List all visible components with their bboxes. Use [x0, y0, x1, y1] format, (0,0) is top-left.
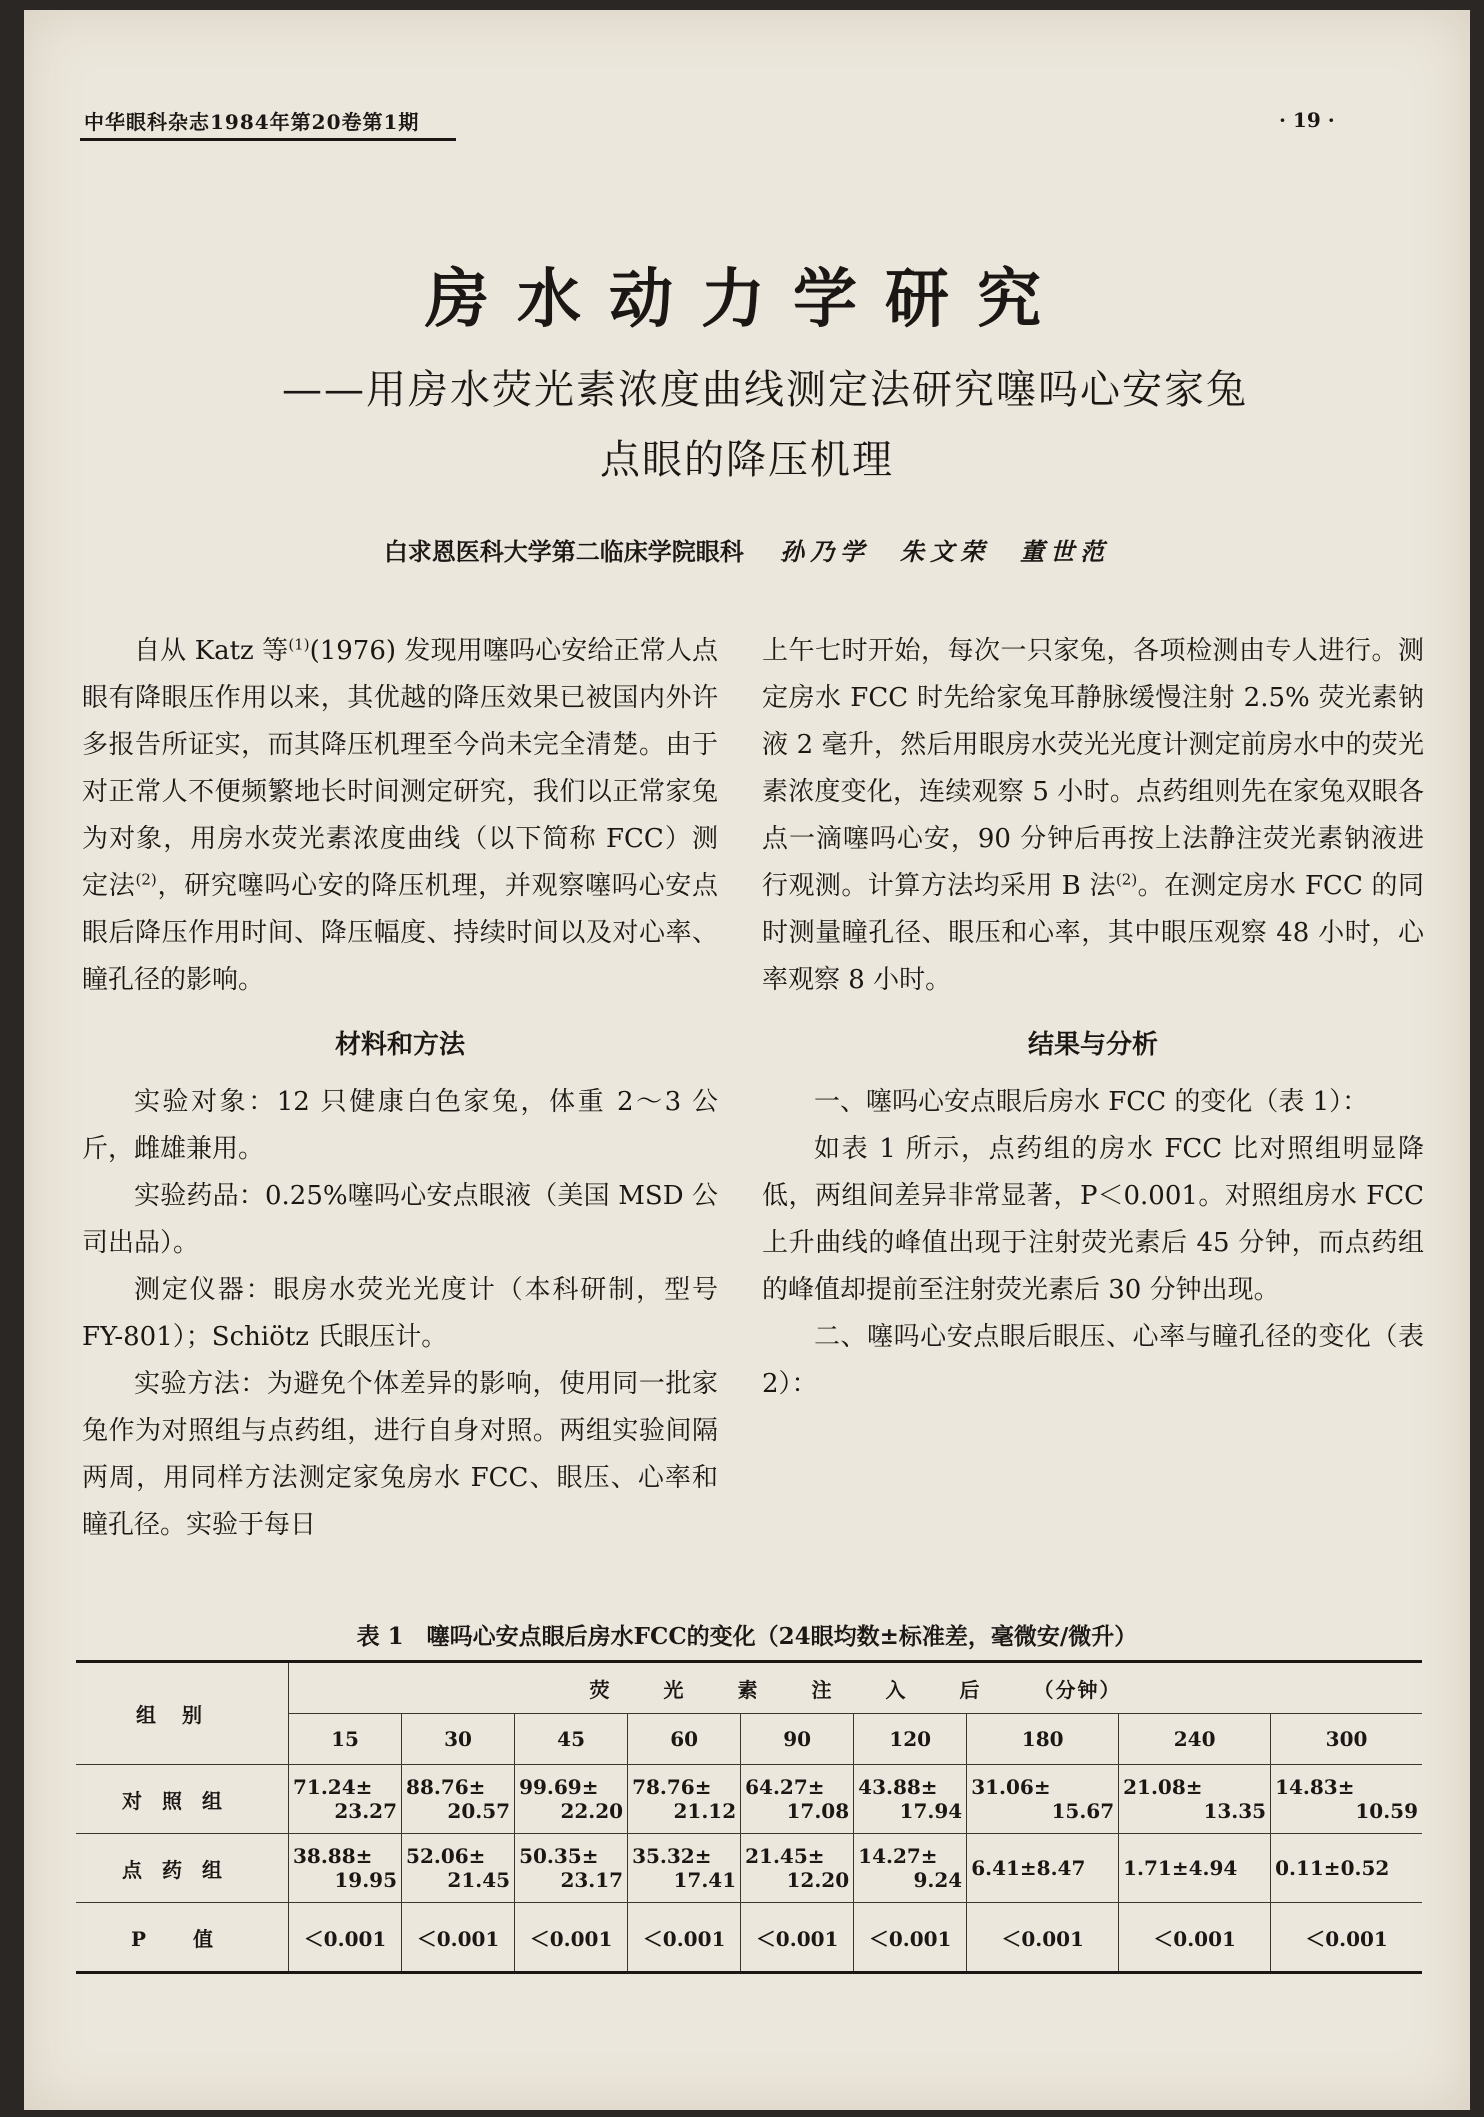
mean-value: 64.27± [745, 1775, 825, 1799]
mean-value: 71.24± [293, 1775, 373, 1799]
method-continued-paragraph [762, 628, 1424, 1004]
byline [24, 532, 1470, 567]
p-value-cell: ＜0.001 [289, 1903, 402, 1973]
result2-heading: 二、噻吗心安点眼后眼压、心率与瞳孔径的变化（表 2）： [762, 1322, 1424, 1399]
sd-value: 15.67 [1051, 1799, 1115, 1823]
sd-value: 20.57 [447, 1799, 511, 1823]
time-point-header: 15 [289, 1714, 402, 1765]
intro-paragraph [82, 628, 718, 1004]
sd-value: 12.20 [786, 1868, 850, 1892]
table1-body [76, 1765, 1422, 1973]
mean-value: 50.35± [519, 1844, 599, 1868]
data-cell [1271, 1834, 1422, 1903]
time-unit: （分钟） [1033, 1677, 1122, 1702]
data-cell [1271, 1765, 1422, 1834]
reference-1: (1) [288, 635, 310, 654]
data-cell [402, 1765, 515, 1834]
method-cont-text-a: 上午七时开始，每次一只家兔，各项检测由专人进行。测定房水 FCC 时先给家兔耳静脉缓慢注射 2.5% 荧光素钠液 2 毫升，然后用眼房水荧光光度计测定前房水中的荧光素浓度变化，连续观察 5 小时。点药组则先在家兔双眼各点一滴噻吗心安，90 分钟后再按上法静注荧光素钠液进行观测。计算方法均采用 B 法 [762, 636, 1424, 901]
row-label: 对照组 [76, 1765, 289, 1834]
subjects-paragraph: 实验对象：12 只健康白色家兔，体重 2～3 公斤，雌雄兼用。 [82, 1087, 718, 1164]
methods-heading: 材料和方法 [334, 1030, 465, 1060]
mean-value: 0.11±0.52 [1275, 1856, 1390, 1880]
group-column-header: 组别 [76, 1662, 289, 1765]
instrument-paragraph: 测定仪器：眼房水荧光光度计（本科研制，型号 FY-801）；Schiötz 氏眼压计。 [82, 1275, 718, 1352]
mean-value: 21.45± [745, 1844, 825, 1868]
data-cell [515, 1834, 628, 1903]
time-point-header: 120 [854, 1714, 967, 1765]
article-subtitle-line2: 点眼的降压机理 [600, 437, 894, 483]
results-heading: 结果与分析 [1027, 1030, 1158, 1060]
time-point-header: 45 [515, 1714, 628, 1765]
time-point-header: 60 [628, 1714, 741, 1765]
intro-text-b: (1976) 发现用噻吗心安给正常人点眼有降眼压作用以来，其优越的降压效果已被国内外许多报告所证实，而其降压机理至今尚未完全清楚。由于对正常人不便频繁地长时间测定研究，我们以正常家兔为对象，用房水荧光素浓度曲线（以下简称 FCC）测定法 [82, 636, 718, 901]
table1 [76, 1660, 1422, 1974]
journal-page [24, 10, 1470, 2110]
sd-value: 10.59 [1355, 1799, 1418, 1823]
mean-value: 43.88± [858, 1775, 938, 1799]
time-point-header: 300 [1271, 1714, 1422, 1765]
p-value-cell: ＜0.001 [1119, 1903, 1271, 1973]
mean-value: 99.69± [519, 1775, 599, 1799]
sd-value: 19.95 [334, 1868, 398, 1892]
article-subtitle-line1: ——用房水荧光素浓度曲线测定法研究噻吗心安家兔 [282, 367, 1248, 413]
time-point-header: 30 [402, 1714, 515, 1765]
mean-value: 38.88± [293, 1844, 373, 1868]
table-row [76, 1834, 1422, 1903]
sd-value: 21.12 [673, 1799, 737, 1823]
right-column [762, 628, 1424, 1408]
affiliation: 白求恩医科大学第二临床学院眼科 [383, 537, 744, 566]
sd-value: 17.41 [673, 1868, 737, 1892]
data-cell [854, 1765, 967, 1834]
mean-value: 88.76± [406, 1775, 486, 1799]
data-cell [289, 1765, 402, 1834]
result1-paragraph: 如表 1 所示，点药组的房水 FCC 比对照组明显降低，两组间差异非常显著，P＜0.001。对照组房水 FCC 上升曲线的峰值出现于注射荧光素后 45 分钟，而点药组的峰值却提前至注射荧光素后 30 分钟出现。 [762, 1134, 1424, 1305]
sd-value: 17.94 [899, 1799, 963, 1823]
sd-value: 23.27 [334, 1799, 398, 1823]
sd-value: 13.35 [1203, 1799, 1267, 1823]
mean-value: 78.76± [632, 1775, 712, 1799]
reference-2b: (2) [1115, 870, 1138, 889]
drug-paragraph: 实验药品：0.25%噻吗心安点眼液（美国 MSD 公司出品）。 [82, 1181, 718, 1258]
time-point-header: 180 [967, 1714, 1119, 1765]
header-rule [80, 138, 456, 141]
authors: 孙乃学 朱文荣 董世范 [780, 537, 1111, 566]
time-point-header: 240 [1119, 1714, 1271, 1765]
intro-text-c: ，研究噻吗心安的降压机理，并观察噻吗心安点眼后降压作用时间、降压幅度、持续时间以及对心率、瞳孔径的影响。 [82, 871, 718, 995]
mean-value: 14.83± [1275, 1775, 1355, 1799]
intro-text-a: 自从 Katz 等 [134, 636, 289, 666]
data-cell [628, 1765, 741, 1834]
p-value-label: P 值 [76, 1903, 289, 1973]
data-cell [741, 1834, 854, 1903]
time-header-text: 荧光素注入后 [589, 1677, 1034, 1702]
data-cell [1119, 1765, 1271, 1834]
p-value-cell: ＜0.001 [1271, 1903, 1422, 1973]
result1-heading: 一、噻吗心安点眼后房水 FCC 的变化（表 1）： [814, 1087, 1369, 1117]
sd-value: 17.08 [786, 1799, 850, 1823]
sd-value: 22.20 [560, 1799, 624, 1823]
p-value-cell: ＜0.001 [741, 1903, 854, 1973]
p-value-cell: ＜0.001 [854, 1903, 967, 1973]
left-column [82, 628, 718, 1549]
data-cell [854, 1834, 967, 1903]
article-title: 房水动力学研究 [425, 262, 1069, 337]
mean-value: 31.06± [971, 1775, 1051, 1799]
data-cell [967, 1834, 1119, 1903]
data-cell [515, 1765, 628, 1834]
data-cell [628, 1834, 741, 1903]
time-point-header: 90 [741, 1714, 854, 1765]
time-span-header [289, 1662, 1423, 1714]
mean-value: 1.71±4.94 [1123, 1856, 1238, 1880]
mean-value: 21.08± [1123, 1775, 1203, 1799]
mean-value: 6.41±8.47 [971, 1856, 1086, 1880]
p-value-cell: ＜0.001 [628, 1903, 741, 1973]
mean-value: 35.32± [632, 1844, 712, 1868]
data-cell [289, 1834, 402, 1903]
data-cell [1119, 1834, 1271, 1903]
table1-caption: 表 1 噻吗心安点眼后房水FCC的变化（24眼均数±标准差，毫微安/微升） [356, 1623, 1138, 1650]
row-label: 点药组 [76, 1834, 289, 1903]
sd-value: 9.24 [913, 1868, 963, 1892]
method-paragraph: 实验方法：为避免个体差异的影响，使用同一批家兔作为对照组与点药组，进行自身对照。两组实验间隔两周，用同样方法测定家兔房水 FCC、眼压、心率和瞳孔径。实验于每日 [82, 1369, 718, 1540]
sd-value: 21.45 [447, 1868, 511, 1892]
mean-value: 14.27± [858, 1844, 938, 1868]
p-value-row [76, 1903, 1422, 1973]
page-number: · 19 · [1279, 108, 1335, 132]
p-value-cell: ＜0.001 [515, 1903, 628, 1973]
sd-value: 23.17 [560, 1868, 624, 1892]
data-cell [967, 1765, 1119, 1834]
mean-value: 52.06± [406, 1844, 486, 1868]
method-cont-text-b: 。在测定房水 FCC 的同时测量瞳孔径、眼压和心率，其中眼压观察 48 小时，心率观察 8 小时。 [762, 871, 1425, 995]
p-value-cell: ＜0.001 [402, 1903, 515, 1973]
data-cell [402, 1834, 515, 1903]
table-row [76, 1765, 1422, 1834]
reference-2: (2) [135, 870, 157, 889]
p-value-cell: ＜0.001 [967, 1903, 1119, 1973]
journal-issue-header: 中华眼科杂志1984年第20卷第1期 [84, 110, 420, 134]
data-cell [741, 1765, 854, 1834]
